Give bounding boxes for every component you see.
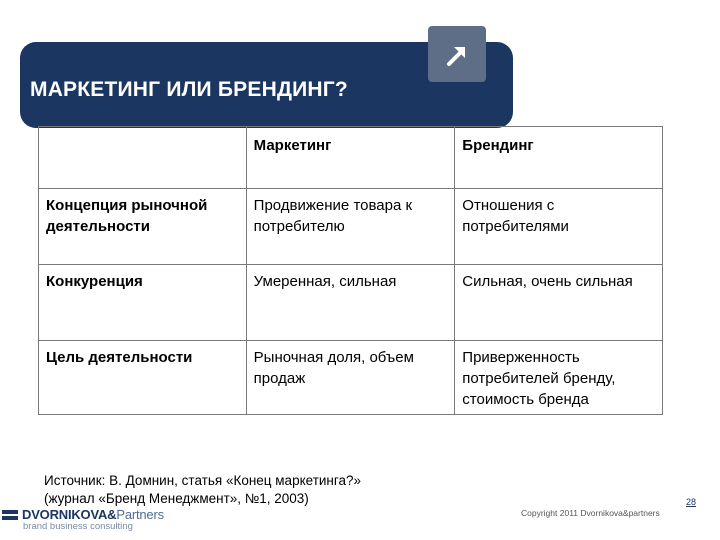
page-number-link[interactable]: 28 — [686, 497, 697, 507]
logo-main-text: DVORNIKOVA& — [22, 507, 117, 522]
branding-cell: Приверженность потребителей бренду, стоимость бренда — [455, 341, 663, 415]
slide-title: МАРКЕТИНГ ИЛИ БРЕНДИНГ? — [30, 78, 348, 101]
source-line: Источник: В. Домнин, статья «Конец маркетинга?» — [44, 473, 362, 488]
diagonal-arrow-icon — [443, 40, 471, 68]
comparison-table — [38, 126, 663, 415]
marketing-cell: Рыночная доля, объем продаж — [246, 341, 455, 415]
table-header-row — [39, 127, 663, 189]
source-line: (журнал «Бренд Менеджмент», №1, 2003) — [44, 491, 309, 506]
corner-tile[interactable] — [428, 26, 486, 82]
copyright-text: Copyright 2011 Dvornikova&partners — [521, 508, 660, 518]
table-row — [39, 341, 663, 415]
marketing-cell: Умеренная, сильная — [246, 265, 455, 341]
logo-mark-icon — [2, 510, 18, 520]
table-row — [39, 265, 663, 341]
table-row — [39, 189, 663, 265]
row-label: Концепция рыночной деятельности — [39, 189, 247, 265]
marketing-cell: Продвижение товара к потребителю — [246, 189, 455, 265]
branding-cell: Сильная, очень сильная — [455, 265, 663, 341]
logo-partners-text: Partners — [116, 507, 164, 522]
table-header-empty — [39, 127, 247, 189]
logo-subtitle: brand business consulting — [23, 521, 133, 532]
table-header-marketing: Маркетинг — [246, 127, 455, 189]
company-logo — [2, 507, 164, 532]
table-header-branding: Брендинг — [455, 127, 663, 189]
source-note — [44, 472, 361, 508]
branding-cell: Отношения с потребителями — [455, 189, 663, 265]
row-label: Конкуренция — [39, 265, 247, 341]
row-label: Цель деятельности — [39, 341, 247, 415]
